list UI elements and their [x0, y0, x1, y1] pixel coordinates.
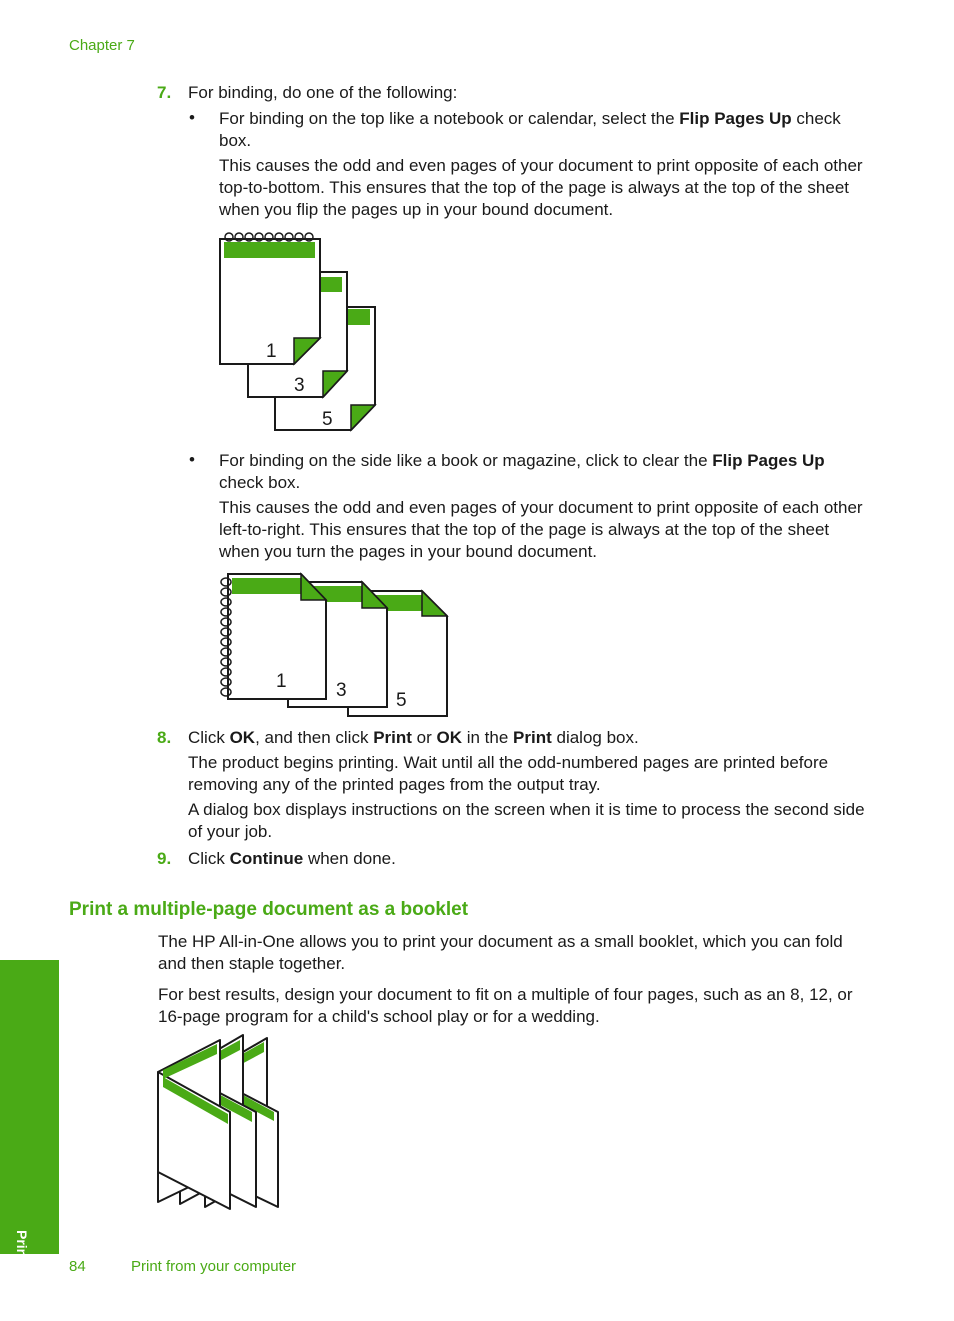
booklet-sheet-front: [158, 1040, 230, 1209]
side-tab: [0, 960, 59, 1262]
page-number-3: 3: [336, 680, 347, 701]
step-8-text-2: , and then click: [255, 728, 374, 747]
step-8-text-4: in the: [461, 728, 514, 747]
step-9-text-1: Click: [188, 849, 230, 868]
section-para-2: For best results, design your document to fit on a multiple of four pages, such as an 8, 12, or 16-page program for a child's school play or for a wedding.: [158, 985, 853, 1026]
step-8-para-1: The product begins printing. Wait until all the odd-numbered pages are printed before removing any of the printed pages from the output tray.: [188, 753, 829, 794]
step-7-text: For binding, do one of the following:: [188, 83, 458, 102]
step-7-number: 7.: [157, 83, 172, 102]
section-para-1: The HP All-in-One allows you to print your document as a small booklet, which you can fold and then staple together.: [158, 932, 843, 973]
step-8-text-5: dialog box.: [551, 728, 639, 747]
bullet-top-binding-post: check box.: [219, 109, 841, 150]
booklet-figure: [150, 1032, 290, 1217]
bullet-side-binding-pre: For binding on the side like a book or magazine, click to clear the: [219, 451, 713, 470]
page-number-1: 1: [266, 341, 277, 362]
bullet-marker: •: [189, 108, 195, 127]
page-number-1: 1: [276, 671, 287, 692]
bullet-side-binding: [219, 450, 869, 494]
ok-label: OK: [436, 728, 462, 747]
section-title: Print a multiple-page document as a booklet: [69, 899, 469, 920]
top-binding-figure: [214, 228, 384, 438]
chapter-header: Chapter 7: [69, 37, 135, 54]
step-9-text: [188, 848, 396, 870]
print-label: Print: [513, 728, 552, 747]
step-8-para-2: A dialog box displays instructions on the screen when it is time to process the second side of your job.: [188, 800, 865, 841]
step-8-number: 8.: [157, 728, 172, 747]
flip-pages-up-label: Flip Pages Up: [679, 109, 792, 128]
step-8-text-1: Click: [188, 728, 230, 747]
page-1: [221, 574, 326, 699]
green-header-bar: [224, 242, 315, 258]
page-1: [220, 233, 320, 364]
continue-label: Continue: [229, 849, 304, 868]
footer-title: Print from your computer: [131, 1258, 297, 1275]
green-header-bar: [232, 578, 302, 594]
step-9-text-2: when done.: [303, 849, 396, 868]
bullet-marker: •: [189, 450, 195, 469]
bullet-top-binding-pre: For binding on the top like a notebook or calendar, select the: [219, 109, 680, 128]
page-number-3: 3: [294, 375, 305, 396]
page-number: 84: [69, 1258, 86, 1275]
ok-label: OK: [229, 728, 256, 747]
flip-pages-up-label: Flip Pages Up: [712, 451, 825, 470]
side-binding-figure: [214, 568, 454, 723]
step-8-text-3: or: [411, 728, 437, 747]
bullet-top-binding-desc: This causes the odd and even pages of your document to print opposite of each other top-to-bottom. This ensures that the top of the page is always at the top of the sheet when you flip the pages up in your bound document.: [219, 156, 863, 219]
step-8-text: [188, 727, 639, 749]
side-tab-label: Print: [14, 1230, 30, 1262]
bullet-side-binding-post: check box.: [219, 473, 301, 492]
page-number-5: 5: [322, 409, 333, 430]
step-9-number: 9.: [157, 849, 172, 868]
print-label: Print: [373, 728, 412, 747]
green-header-bar: [320, 277, 342, 292]
page-number-5: 5: [396, 690, 407, 711]
bullet-top-binding: [219, 108, 869, 152]
bullet-side-binding-desc: This causes the odd and even pages of your document to print opposite of each other left-to-right. This ensures that the top of the page is always at the top of the sheet when you turn the pages in your bound document.: [219, 498, 863, 561]
green-header-bar: [348, 309, 370, 325]
